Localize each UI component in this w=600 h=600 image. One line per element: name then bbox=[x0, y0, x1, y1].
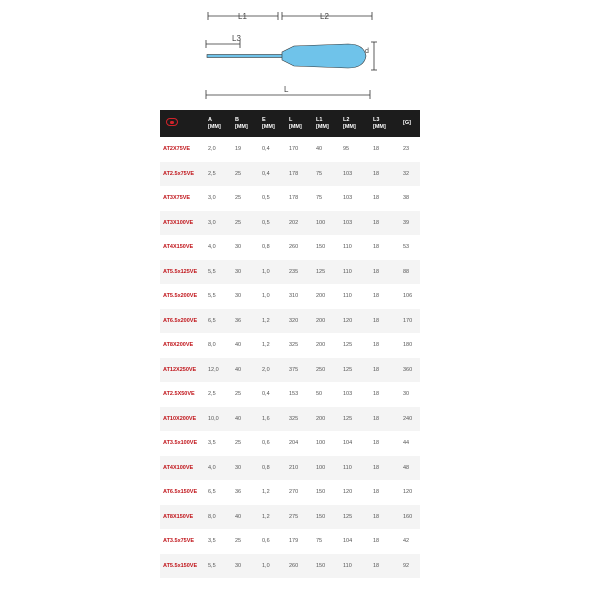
table-cell: 235 bbox=[286, 260, 313, 285]
table-row bbox=[160, 431, 420, 456]
table-cell: 6,5 bbox=[205, 309, 232, 334]
table-cell: 200 bbox=[313, 309, 340, 334]
table-cell: 103 bbox=[343, 391, 353, 398]
table-cell: 25 bbox=[235, 195, 242, 202]
table-cell: 325 bbox=[286, 407, 313, 432]
column-header-unit: [MM] bbox=[208, 123, 221, 130]
spec-table bbox=[160, 110, 420, 578]
table-cell: 1,0 bbox=[262, 293, 270, 300]
column-header-unit: [G] bbox=[403, 120, 411, 126]
product-reference: AT2X75VE bbox=[163, 146, 191, 153]
table-cell: 100 bbox=[316, 440, 326, 447]
column-header bbox=[259, 110, 286, 137]
table-cell: 106 bbox=[403, 293, 413, 300]
column-header-label: E bbox=[262, 116, 266, 123]
table-cell: 204 bbox=[289, 440, 299, 447]
table-cell: 0,4 bbox=[262, 391, 270, 398]
table-cell: 0,6 bbox=[262, 538, 270, 545]
blade-shape bbox=[207, 55, 283, 58]
column-header bbox=[370, 110, 400, 137]
table-cell: 100 bbox=[313, 211, 340, 236]
column-header bbox=[313, 110, 340, 137]
table-cell: 240 bbox=[400, 407, 420, 432]
table-cell: 125 bbox=[340, 358, 370, 383]
screwdriver-diagram bbox=[198, 8, 398, 100]
product-reference: AT5.5x125VE bbox=[160, 260, 205, 285]
table-row bbox=[160, 480, 420, 505]
table-cell: 210 bbox=[286, 456, 313, 481]
label-l2: L2 bbox=[320, 12, 329, 21]
table-cell: 6,5 bbox=[208, 489, 216, 496]
table-cell: 2,0 bbox=[208, 146, 216, 153]
table-cell: 170 bbox=[289, 146, 299, 153]
table-cell: 0,5 bbox=[262, 195, 270, 202]
table-cell: 30 bbox=[232, 456, 259, 481]
table-cell: 30 bbox=[232, 554, 259, 579]
product-reference: AT3X100VE bbox=[160, 211, 205, 236]
column-header bbox=[205, 110, 232, 137]
table-cell: 19 bbox=[235, 146, 242, 153]
table-cell: 40 bbox=[235, 342, 242, 349]
table-cell: 1,0 bbox=[259, 260, 286, 285]
table-cell: 3,0 bbox=[205, 211, 232, 236]
table-cell: 5,5 bbox=[205, 554, 232, 579]
table-cell: 25 bbox=[235, 440, 242, 447]
table-cell: 104 bbox=[343, 440, 353, 447]
table-cell: 30 bbox=[235, 244, 242, 251]
table-cell: 25 bbox=[235, 391, 242, 398]
table-cell: 3,5 bbox=[208, 538, 216, 545]
table-cell: 4,0 bbox=[205, 456, 232, 481]
table-row bbox=[160, 554, 420, 579]
table-cell: 1,0 bbox=[259, 554, 286, 579]
table-cell: 18 bbox=[373, 244, 380, 251]
table-cell: 180 bbox=[403, 342, 413, 349]
column-header bbox=[340, 110, 370, 137]
table-cell: 103 bbox=[340, 211, 370, 236]
column-header-label: L bbox=[289, 116, 293, 123]
column-header-unit: [MM] bbox=[262, 123, 275, 130]
table-row bbox=[160, 309, 420, 334]
table-cell: 103 bbox=[340, 162, 370, 187]
handle-shape bbox=[282, 44, 366, 68]
table-cell: 32 bbox=[400, 162, 420, 187]
table-row bbox=[160, 333, 420, 358]
table-row bbox=[160, 529, 420, 554]
column-header-unit: [MM] bbox=[316, 123, 329, 130]
table-cell: 39 bbox=[400, 211, 420, 236]
table-cell: 0,4 bbox=[259, 162, 286, 187]
table-cell: 18 bbox=[370, 456, 400, 481]
column-header-label: B bbox=[235, 116, 239, 123]
table-cell: 150 bbox=[316, 489, 326, 496]
table-cell: 260 bbox=[289, 244, 299, 251]
table-cell: 42 bbox=[403, 538, 410, 545]
table-row bbox=[160, 505, 420, 530]
table-cell: 110 bbox=[343, 293, 352, 300]
table-cell: 92 bbox=[400, 554, 420, 579]
table-cell: 325 bbox=[289, 342, 299, 349]
table-row bbox=[160, 456, 420, 481]
table-cell: 150 bbox=[313, 505, 340, 530]
table-cell: 95 bbox=[343, 146, 350, 153]
table-cell: 18 bbox=[373, 146, 380, 153]
table-cell: 4,0 bbox=[208, 244, 216, 251]
product-reference: AT8X150VE bbox=[160, 505, 205, 530]
table-cell: 2,5 bbox=[208, 391, 216, 398]
table-row bbox=[160, 382, 420, 407]
table-cell: 3,5 bbox=[208, 440, 216, 447]
table-cell: 18 bbox=[370, 554, 400, 579]
table-row bbox=[160, 235, 420, 260]
label-l: L bbox=[284, 85, 289, 94]
table-cell: 310 bbox=[289, 293, 299, 300]
product-reference: AT4X100VE bbox=[160, 456, 205, 481]
table-cell: 36 bbox=[235, 489, 242, 496]
table-cell: 53 bbox=[403, 244, 410, 251]
table-cell: 360 bbox=[400, 358, 420, 383]
table-cell: 18 bbox=[373, 391, 380, 398]
table-cell: 275 bbox=[286, 505, 313, 530]
table-cell: 1,2 bbox=[259, 505, 286, 530]
table-cell: 18 bbox=[373, 195, 380, 202]
brand-logo-cell bbox=[160, 110, 205, 137]
table-cell: 200 bbox=[316, 342, 326, 349]
table-cell: 10,0 bbox=[205, 407, 232, 432]
table-cell: 1,6 bbox=[259, 407, 286, 432]
table-cell: 5,5 bbox=[208, 293, 216, 300]
table-cell: 0,5 bbox=[259, 211, 286, 236]
table-cell: 0,8 bbox=[259, 456, 286, 481]
label-l1: L1 bbox=[238, 12, 247, 21]
table-cell: 75 bbox=[313, 162, 340, 187]
table-cell: 250 bbox=[313, 358, 340, 383]
table-cell: 30 bbox=[403, 391, 410, 398]
table-cell: 8,0 bbox=[208, 342, 216, 349]
table-cell: 110 bbox=[343, 244, 352, 251]
product-reference: AT5.5x200VE bbox=[163, 293, 198, 300]
table-cell: 2,5 bbox=[205, 162, 232, 187]
product-reference: AT10X200VE bbox=[160, 407, 205, 432]
table-cell: 202 bbox=[286, 211, 313, 236]
product-reference: AT6.5x150VE bbox=[163, 489, 198, 496]
column-header-label: L2 bbox=[343, 116, 350, 123]
column-header-label: L3 bbox=[373, 116, 380, 123]
table-row bbox=[160, 211, 420, 236]
table-cell: 18 bbox=[370, 505, 400, 530]
table-cell: 25 bbox=[232, 162, 259, 187]
label-d: d bbox=[365, 48, 369, 55]
table-cell: 110 bbox=[340, 260, 370, 285]
table-cell: 18 bbox=[373, 440, 380, 447]
table-cell: 320 bbox=[286, 309, 313, 334]
table-cell: 30 bbox=[235, 293, 242, 300]
table-cell: 100 bbox=[313, 456, 340, 481]
column-header-unit: [MM] bbox=[235, 123, 248, 130]
table-cell: 18 bbox=[370, 407, 400, 432]
column-header-unit: [MM] bbox=[373, 123, 386, 130]
product-reference: AT5.5x150VE bbox=[160, 554, 205, 579]
table-body bbox=[160, 137, 420, 578]
table-cell: 125 bbox=[340, 407, 370, 432]
table-cell: 18 bbox=[370, 309, 400, 334]
table-cell: 125 bbox=[340, 505, 370, 530]
table-cell: 23 bbox=[403, 146, 410, 153]
table-row bbox=[160, 407, 420, 432]
table-row bbox=[160, 137, 420, 162]
table-header-row bbox=[160, 110, 420, 137]
table-cell: 40 bbox=[232, 505, 259, 530]
table-cell: 153 bbox=[289, 391, 299, 398]
table-row bbox=[160, 260, 420, 285]
product-reference: AT4X150VE bbox=[163, 244, 194, 251]
table-cell: 125 bbox=[313, 260, 340, 285]
table-cell: 120 bbox=[340, 309, 370, 334]
table-cell: 2,0 bbox=[259, 358, 286, 383]
column-header-unit: [MM] bbox=[289, 123, 302, 130]
product-reference: AT3.5x100VE bbox=[163, 440, 198, 447]
table-cell: 179 bbox=[289, 538, 299, 545]
table-cell: 18 bbox=[373, 293, 380, 300]
product-reference: AT12X250VE bbox=[160, 358, 205, 383]
column-header-label: A bbox=[208, 116, 212, 123]
table-cell: 160 bbox=[400, 505, 420, 530]
table-cell: 18 bbox=[370, 260, 400, 285]
product-reference: AT2.5x75VE bbox=[160, 162, 205, 187]
table-cell: 178 bbox=[286, 162, 313, 187]
product-reference: AT8X200VE bbox=[163, 342, 194, 349]
table-cell: 25 bbox=[232, 211, 259, 236]
table-cell: 178 bbox=[289, 195, 299, 202]
column-header bbox=[400, 110, 420, 137]
table-cell: 0,8 bbox=[262, 244, 270, 251]
table-cell: 1,2 bbox=[262, 489, 270, 496]
table-cell: 88 bbox=[400, 260, 420, 285]
table-cell: 260 bbox=[286, 554, 313, 579]
table-cell: 25 bbox=[235, 538, 242, 545]
table-cell: 18 bbox=[373, 538, 380, 545]
table-cell: 104 bbox=[343, 538, 353, 545]
label-l3: L3 bbox=[232, 34, 241, 43]
table-cell: 18 bbox=[370, 358, 400, 383]
table-row bbox=[160, 358, 420, 383]
table-cell: 150 bbox=[316, 244, 326, 251]
table-cell: 50 bbox=[316, 391, 323, 398]
table-cell: 8,0 bbox=[205, 505, 232, 530]
product-reference: AT3.5x75VE bbox=[163, 538, 195, 545]
table-cell: 18 bbox=[373, 342, 380, 349]
table-row bbox=[160, 162, 420, 187]
column-header bbox=[286, 110, 313, 137]
table-cell: 18 bbox=[370, 162, 400, 187]
table-cell: 44 bbox=[403, 440, 410, 447]
table-cell: 150 bbox=[313, 554, 340, 579]
table-cell: 170 bbox=[400, 309, 420, 334]
table-cell: 48 bbox=[400, 456, 420, 481]
table-cell: 270 bbox=[289, 489, 299, 496]
table-cell: 125 bbox=[343, 342, 353, 349]
table-cell: 18 bbox=[370, 211, 400, 236]
table-cell: 75 bbox=[316, 538, 323, 545]
table-cell: 3,0 bbox=[208, 195, 216, 202]
product-reference: AT2.5X50VE bbox=[163, 391, 195, 398]
table-cell: 18 bbox=[373, 489, 380, 496]
table-cell: 1,2 bbox=[262, 342, 270, 349]
column-header-unit: [MM] bbox=[343, 123, 356, 130]
table-cell: 103 bbox=[343, 195, 353, 202]
product-reference: AT6.5x200VE bbox=[160, 309, 205, 334]
column-header bbox=[232, 110, 259, 137]
table-cell: 110 bbox=[340, 554, 370, 579]
table-cell: 120 bbox=[403, 489, 413, 496]
table-cell: 0,4 bbox=[262, 146, 270, 153]
table-cell: 38 bbox=[403, 195, 410, 202]
table-cell: 0,6 bbox=[262, 440, 270, 447]
table-cell: 200 bbox=[316, 293, 326, 300]
table-cell: 1,2 bbox=[259, 309, 286, 334]
table-cell: 12,0 bbox=[205, 358, 232, 383]
table-cell: 30 bbox=[232, 260, 259, 285]
table-cell: 120 bbox=[343, 489, 353, 496]
table-cell: 5,5 bbox=[205, 260, 232, 285]
product-reference: AT3X75VE bbox=[163, 195, 191, 202]
table-cell: 110 bbox=[340, 456, 370, 481]
table-row bbox=[160, 186, 420, 211]
table-cell: 375 bbox=[286, 358, 313, 383]
table-row bbox=[160, 284, 420, 309]
table-cell: 40 bbox=[316, 146, 323, 153]
table-cell: 40 bbox=[232, 407, 259, 432]
table-cell: 200 bbox=[313, 407, 340, 432]
brand-logo-icon bbox=[166, 118, 178, 126]
table-cell: 75 bbox=[316, 195, 323, 202]
table-cell: 36 bbox=[232, 309, 259, 334]
column-header-label: L1 bbox=[316, 116, 323, 123]
table-cell: 40 bbox=[232, 358, 259, 383]
